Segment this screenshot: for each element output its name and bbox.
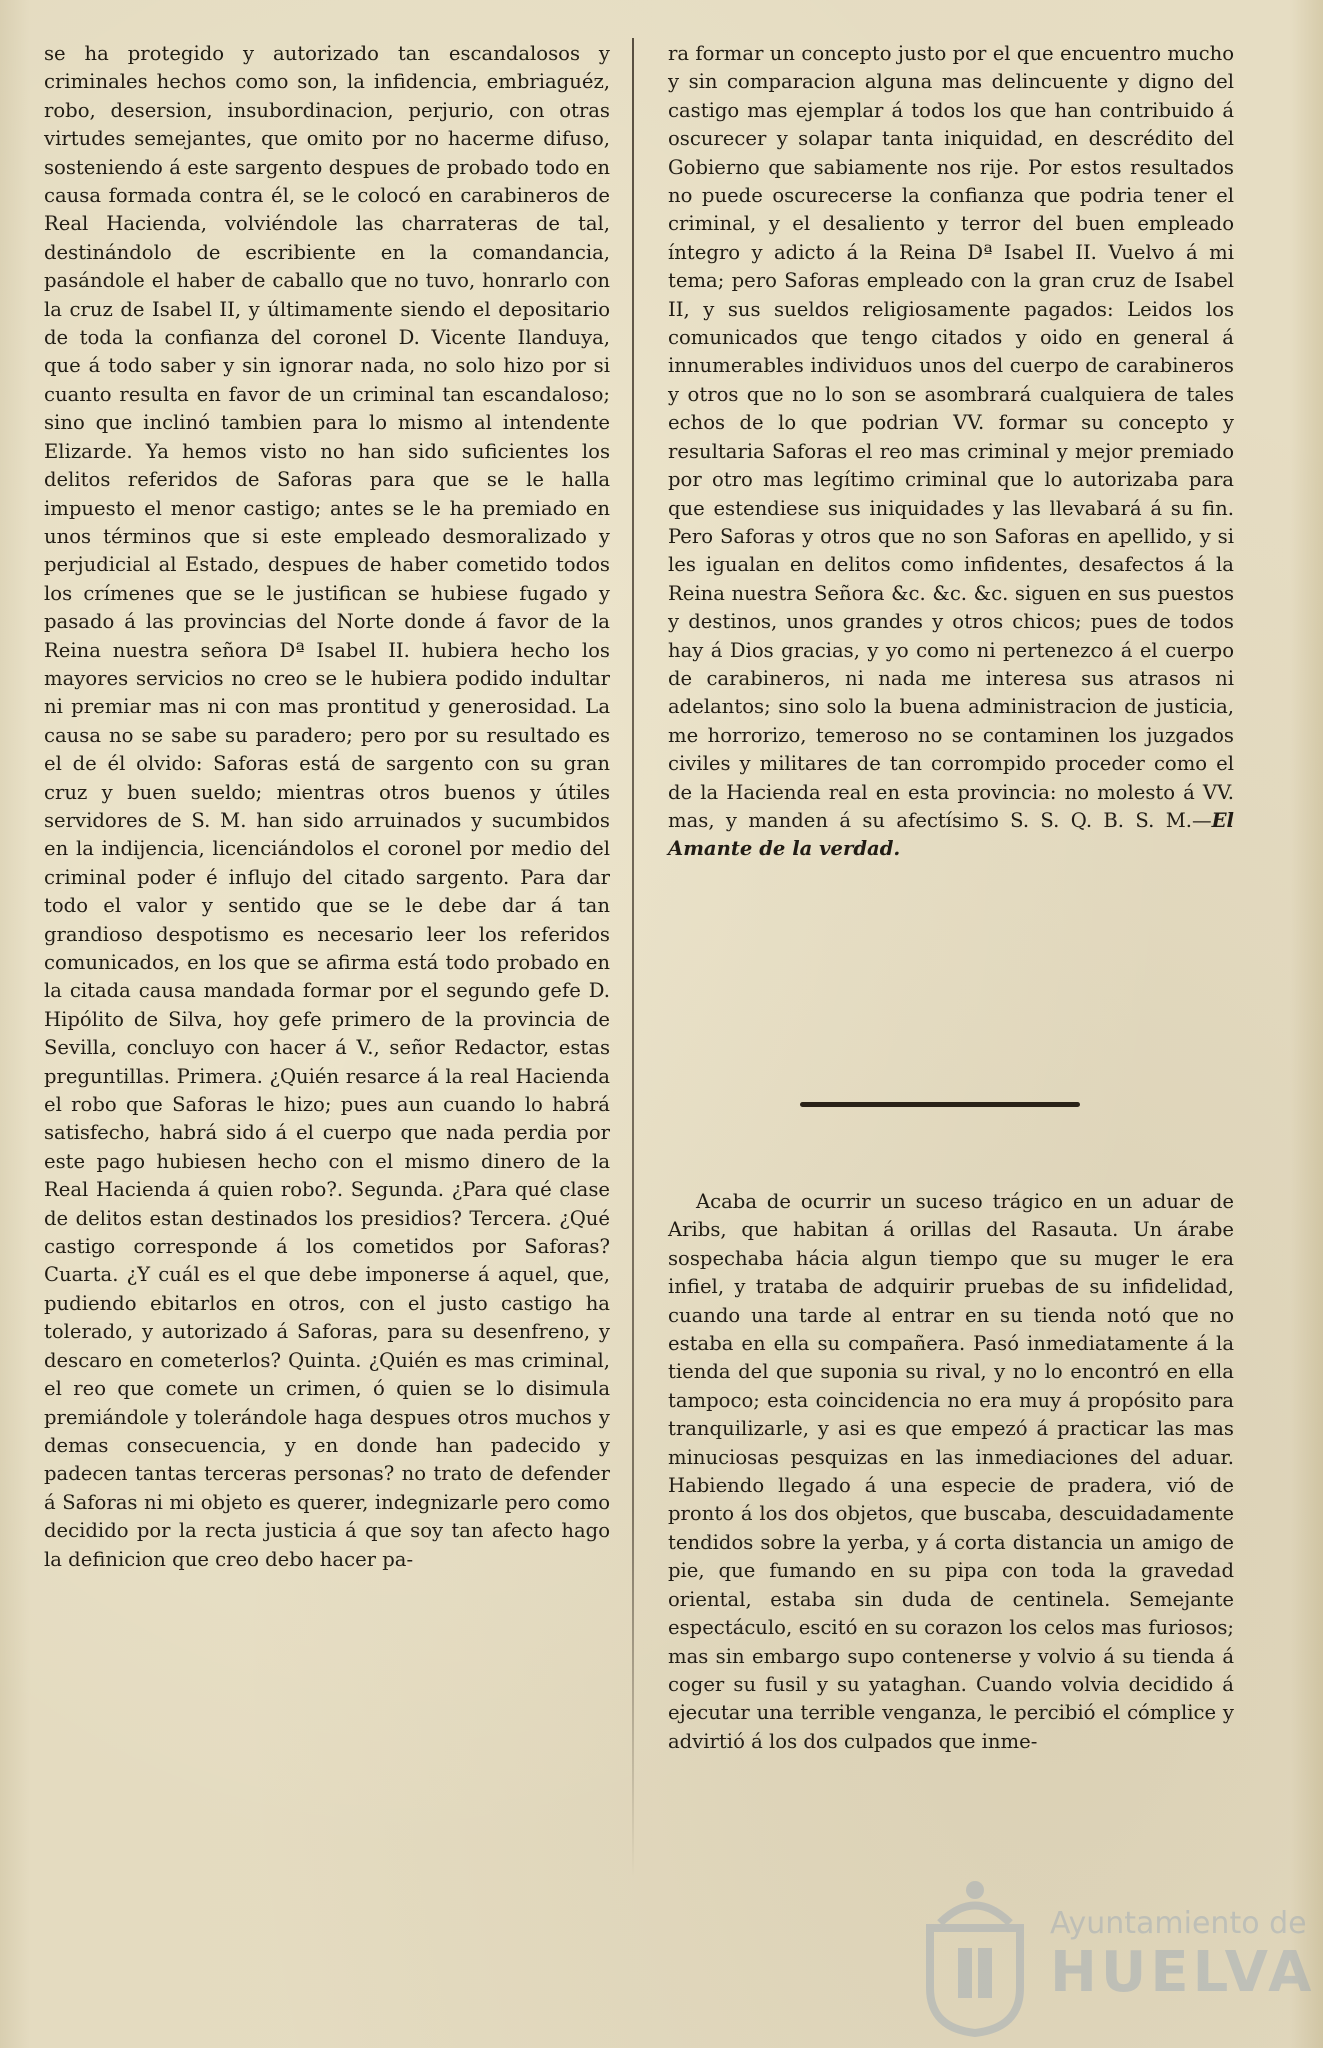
left-column-text: se ha protegido y autorizado tan escandalosos y criminales hechos como son, la infidencia, embriaguéz, robo, desersion, insubordinacion, perjurio, con otras virtudes semejantes, que omito por no hacerme difuso, sosteniendo á este sargento despues de probado todo en causa formada contra él, se le colocó en carabineros de Real Hacienda, volviéndole las charrateras de tal, destinándolo de escribiente en la comandancia, pasándole el haber de caballo que no tuvo, honrarlo con la cruz de Isabel II, y últimamente siendo el depositario de toda la confianza del coronel D. Vicente Ilanduya, que á todo saber y sin ignorar nada, no solo hizo por si cuanto resulta en favor de un criminal tan escandaloso; sino que inclinó tambien para lo mismo al intendente Elizarde. Ya hemos visto no han sido suficientes los delitos referidos de Saforas para que se le halla impuesto el menor castigo; antes se le ha premiado en unos términos que si este empleado desmoralizado y perjudicial al Estado, despues de haber cometido todos los crímenes que se le justifican se hubiese fugado y pasado á las provincias del Norte donde á favor de la Reina nuestra señora Dª Isabel II. hubiera hecho los mayores servicios no creo se le hubiera podido indultar ni premiar mas ni con mas prontitud y generosidad. La causa no se sabe su paradero; pero por su resultado es el de él olvido: Saforas está de sargento con su gran cruz y buen sueldo; mientras otros buenos y útiles servidores de S. M. han sido arruinados y sucumbidos en la indijencia, licenciándolos el coronel por medio del criminal poder é influjo del citado sargento. Para dar todo el valor y sentido que se le debe dar á tan grandioso despotismo es necesario leer los referidos comunicados, en los que se afirma está todo probado en la citada causa mandada formar por el segundo gefe D. Hipólito de Silva, hoy gefe primero de la provincia de Sevilla, concluyo con hacer á V., señor Redactor, estas preguntillas. Primera. ¿Quién resarce á la real Hacienda el robo que Saforas le hizo; pues aun cuando lo habrá satisfecho, habrá sido á el cuerpo que nada perdia por este pago hubiesen hecho con el mismo dinero de la Real Hacienda á quien robo?. Segunda. ¿Para qué clase de delitos estan destinados los presidios? Tercera. ¿Qué castigo corresponde á los cometidos por Saforas? Cuarta. ¿Y cuál es el que debe imponerse á aquel, que, pudiendo ebitarlos en otros, con el justo castigo ha tolerado, y autorizado á Saforas, para su desenfreno, y descaro en cometerlos? Quinta. ¿Quién es mas criminal, el reo que comete un crimen, ó quien se lo disimula premiándole y tolerándole haga despues otros muchos y demas consecuencia, y en donde han padecido y padecen tantas terceras personas? no trato de defender á Saforas ni mi objeto es querer, indegnizarle pero como decidido por la recta justicia á que soy tan afecto hago la definicion que creo debo hacer pa- xyxy=(44,42,610,1571)
huelva-seal-icon xyxy=(910,1868,1040,2038)
right-column-text xyxy=(668,40,1234,864)
left-column xyxy=(44,40,610,1574)
signoff: El Amante de la verdad. xyxy=(668,808,1234,861)
column-divider xyxy=(632,38,634,1878)
article-two xyxy=(668,1188,1234,1756)
signoff-dash: — xyxy=(1192,808,1212,832)
right-column-body: ra formar un concepto justo por el que encuentro mucho y sin comparacion alguna mas delincuente y digno del castigo mas ejemplar á todos los que han contribuido á oscurecer y solapar tanta iniquidad, en descrédito del Gobierno que sabiamente nos rije. Por estos resultados no puede oscurecerse la confianza que podria tener el criminal, y el desaliento y terror del buen empleado íntegro y adicto á la Reina Dª Isabel II. Vuelvo á mi tema; pero Saforas empleado con la gran cruz de Isabel II, y sus sueldos religiosamente pagados: Leidos los comunicados que tengo citados y oido en general á innumerables individuos unos del cuerpo de carabineros y otros que no lo son se asombrará cualquiera de tales echos de lo que podrian VV. formar su concepto y resultaria Saforas el reo mas criminal y mejor premiado por otro mas legítimo criminal que lo autorizaba para que estendiese sus iniquidades y las llevabará á su fin. Pero Saforas y otros que no son Saforas en apellido, y si les igualan en delitos como infidentes, desafectos á la Reina nuestra Señora &c. &c. &c. siguen en sus puestos y destinos, unos grandes y otros chicos; pues de todos hay á Dios gracias, y yo como ni pertenezco á el cuerpo de carabineros, ni nada me interesa sus atrasos ni adelantos; sino solo la buena administracion de justicia, me horrorizo, temeroso no se contaminen los juzgados civiles y militares de tan corrompido proceder como el de la Hacienda real en esta provincia: no molesto á VV. mas, y manden á su afectísimo S. S. Q. B. S. M. xyxy=(668,42,1234,832)
watermark-line1: Ayuntamiento de xyxy=(1050,1906,1307,1941)
right-column xyxy=(668,40,1234,864)
watermark-line2: HUELVA xyxy=(1050,1940,1316,2005)
article-two-text: Acaba de ocurrir un suceso trágico en un aduar de Aribs, que habitan á orillas del Rasauta. Un árabe sospechaba hácia algun tiempo que su muger le era infiel, y trataba de adquirir pruebas de su infidelidad, cuando una tarde al entrar en su tienda notó que no estaba en ella su compañera. Pasó inmediatamente á la tienda del que suponia su rival, y no lo encontró en ella tampoco; esta coincidencia no era muy á propósito para tranquilizarle, y asi es que empezó á practicar las mas minuciosas pesquizas en las inmediaciones del aduar. Habiendo llegado á una especie de pradera, vió de pronto á los dos objetos, que buscaba, descuidadamente tendidos sobre la yerba, y á corta distancia un amigo de pie, que fumando en su pipa con toda la gravedad oriental, estaba sin duda de centinela. Semejante espectáculo, escitó en su corazon los celos mas furiosos; mas sin embargo supo contenerse y volvio á su tienda á coger su fusil y su yataghan. Cuando volvia decidido á ejecutar una terrible venganza, le percibió el cómplice y advirtió á los dos culpados que inme- xyxy=(668,1190,1234,1753)
archive-watermark xyxy=(910,1868,1316,2038)
article-separator xyxy=(800,1102,1080,1107)
